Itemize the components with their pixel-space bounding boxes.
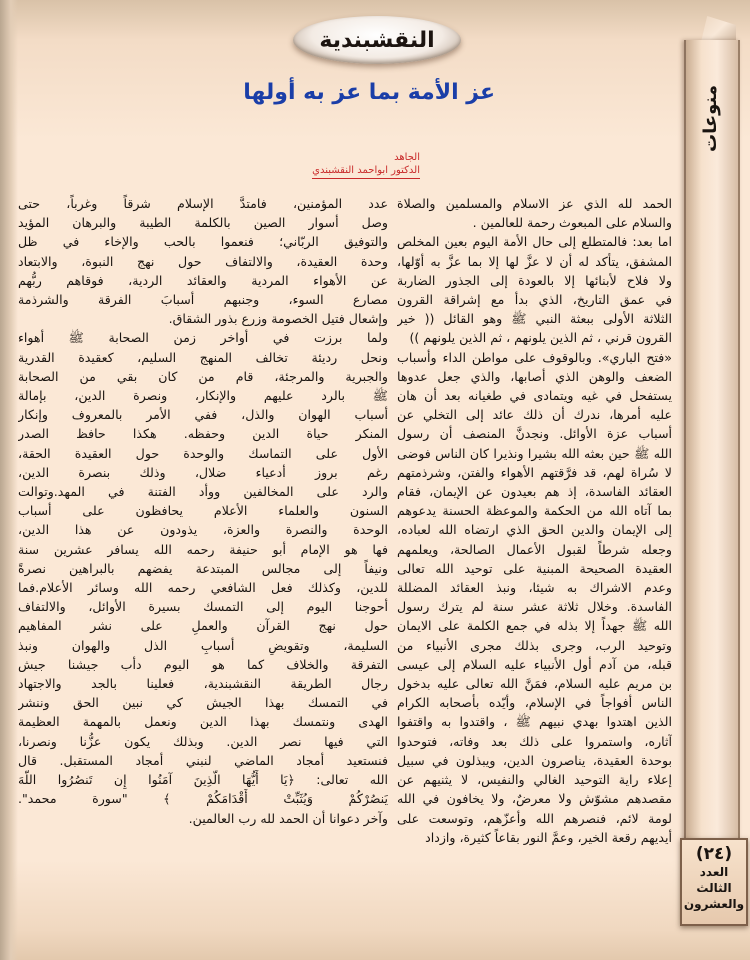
text-line: الأول على التماسك والوحدة حول العقيدة الحقة، xyxy=(18,445,388,461)
text-line: أحوجنا اليوم إلى التمسك بسيرة الأوائل، والالتفاف xyxy=(18,599,388,615)
text-line: عليه أمرها، ندرك أن ذلك عائد إلى التخلي عن xyxy=(397,407,672,423)
text-line: للدين، وكذلك فعل الشافعي رحمه الله وسائر الأعلام.فما xyxy=(18,580,388,596)
text-line: الوحدة والنصرة والعزة، يذودون عن هذا الدين، xyxy=(18,522,388,538)
text-line: يستفحل في غيه ويتمادى في طغيانه بعد أن هان xyxy=(397,388,672,404)
text-line: في التمسك بهذا الجيش كي نبين الحق وننشر xyxy=(18,695,388,711)
text-line: بن مريم عليه السلام، فمَنَّ الله تعالى عليه بدخول xyxy=(397,676,672,692)
text-line: أسباب عزة الأوائل. ونجدنَّ المنصف أن رسول xyxy=(397,426,672,442)
text-line: وإشعال فتيل الخصومة وزرع بذور الشقاق. xyxy=(168,311,388,327)
text-line: ونحل رديئة تخالف المنهج السليم، كعقيدة القدرية xyxy=(18,349,388,365)
text-line: حول نهج القرآن والعملِ على نشر المفاهيم xyxy=(18,618,388,634)
text-line: إلى الإيمان والدين الحق الذي ارتضاه الله لعباده، xyxy=(397,522,672,538)
text-line: الله ﷺ حين بعثه الله بشيرا ونذيرا كان الناس فوضى xyxy=(397,445,672,461)
author-title: الجاهد xyxy=(394,152,420,163)
author-name: الدكتور ابواحمد النقشبندي xyxy=(312,164,420,179)
text-line: التفرقة والخلاف كما هو اليوم دأب جيشنا جيش xyxy=(18,656,388,672)
text-line: وجعله شرطاً لقبول الأعمال الصالحة، ويعلمهم xyxy=(397,541,672,557)
article-column-right xyxy=(397,194,672,847)
text-line: رغم بروز أدعياء ضلال، وذلك بنصرة الدين، xyxy=(18,464,388,480)
text-line: إعلاء راية التوحيد الغالي والنفيس، لا يثنيهم عن xyxy=(397,772,672,788)
text-line: وعدم الاشراك به شيئا، ونبذ العقائد المضللة xyxy=(397,580,672,596)
text-line: الحمد لله الذي عز الاسلام والمسلمين والصلاة xyxy=(397,196,672,211)
text-line: لومة لائم، فنصرهم الله وأعزّهم، وتوسعت على xyxy=(397,810,672,826)
text-line: التي فيها نصر الدين. وبذلك يكون عزُّنا ونصرنا، xyxy=(18,733,388,749)
issue-line-2: الثالث xyxy=(696,881,732,895)
issue-badge xyxy=(680,838,748,926)
text-line: أيديهم رقعة الخير، وعمَّ النور بقاعاً كثيرة، وازداد xyxy=(425,829,672,845)
author-byline xyxy=(260,151,420,179)
issue-number: (٢٤) xyxy=(695,844,733,864)
text-line: المشفق، يتأكد له أن لا عزَّ لها إلا بما عزَّ به أوّلها، xyxy=(397,253,672,269)
text-line: العقائد الفاسدة، إذ هم بعيدون عن الإيمان، فقام xyxy=(397,484,672,500)
text-line: بما آتاه الله من الحكمة والموعظة الحسنة يدعوهم xyxy=(397,503,672,519)
text-line: الله تعالى: ﴿يَا أَيُّهَا الَّذِينَ آمَنُوا إِن تَنصُرُوا اللَّهَ xyxy=(18,772,388,788)
text-line: ﷺ بالرد عليهم والإنكار، ونصرة الدين، بإمالة xyxy=(18,388,388,404)
text-line: رجال الطريقة النقشبندية، فعلينا بالجد والاجتهاد xyxy=(18,676,388,692)
text-line: عدد المؤمنين، فامتدَّ الإسلام شرقاً وغرباً، حتى xyxy=(18,196,388,211)
text-line: وآخر دعوانا أن الحمد لله رب العالمين. xyxy=(188,810,388,826)
text-line: مقصدهم مشوّش ولا معرضٌ، ولا يخافون في الله xyxy=(397,791,672,807)
text-line: والجبرية والمرجئة، قام من كان بقي من الصحابة xyxy=(18,368,388,384)
text-line: الهدى ونتمسك بهذا الدين ونعمل بالمهمة العظيمة xyxy=(18,714,388,730)
text-line: قبله، من آدم أول الأنبياء عليه السلام إلى عيسى xyxy=(397,656,672,672)
text-line: ونيفاً إلى مجالس المبتدعة يفضهم بالبراهين نصرةً xyxy=(18,560,388,576)
text-line: القرون قرني ، ثم الذين يلونهم ، ثم الذين يلونهم )) xyxy=(409,330,672,346)
text-line: «فتح الباري». وبالوقوف على مواطن الداء وأسباب xyxy=(397,349,672,365)
text-line: الثلاثة الأولى ببعثة النبي ﷺ وهو القائل (( خير xyxy=(397,311,672,327)
text-line: يَنصُرْكُمْ وَيُثَبِّتْ أَقْدَامَكُمْ ﴾ "سورة محمد". xyxy=(18,791,388,807)
text-line: الضعف والوهن الذي أصابها، والذي جعل عدوها xyxy=(397,368,672,384)
issue-line-3: والعشرون xyxy=(683,897,745,911)
text-line: ولا فلاح لأبنائها إلا بالعودة إلى الجذور الضاربة xyxy=(397,272,672,288)
text-line: وصل أسوار الصين بالكلمة الطيبة والبرهان المؤيد xyxy=(18,215,388,231)
ribbon-section-label xyxy=(686,78,734,158)
text-line: وحدة العقيدة، والالتفاف حول نهج النبوة، والابتعاد xyxy=(18,253,388,269)
section-badge xyxy=(293,16,461,64)
text-line: الله ﷺ جهداً إلا بذله في جمع الكلمة على الايمان xyxy=(397,618,672,634)
text-line: والرد على المخالفين ووأد الفتنة في المهد.وتوالت xyxy=(18,484,388,500)
page-spine-shadow xyxy=(0,0,18,960)
text-line: اما بعد: فالمتطلع إلى حال الأمة اليوم بعين المخلص xyxy=(397,234,672,250)
text-line: لا سُراة لهم، قد فرَّقتهم الأهواء والفتن، وشرذمتهم xyxy=(397,464,672,480)
text-line: فها هو الإمام أبو حنيفة رحمه الله يسافر عشرين سنة xyxy=(18,541,388,557)
issue-line-1: العدد xyxy=(699,865,729,879)
text-line: السنون والعلماء الأعلام يحافظون على أسباب xyxy=(18,503,388,519)
text-line: السليمة، وتقويضِ أسبابِ الذل والهوان ونبذ xyxy=(18,637,388,653)
text-line: الناس أفواجاً في الإسلام، وأيّده بأصحابه الكرام xyxy=(397,695,672,711)
article-column-left xyxy=(18,194,388,828)
text-line: في عمق التاريخ، الذي بدأ مع إشراقة القرون xyxy=(397,292,672,308)
text-line: الفاسدة. وخلال ثلاثة عشر سنة لم يترك رسول xyxy=(397,599,672,615)
ribbon-section-text: منوعات xyxy=(699,84,721,152)
text-line: والسلام على المبعوث رحمة للعالمين . xyxy=(472,215,672,231)
section-ribbon xyxy=(684,40,740,920)
text-line: والتوفيق الربّاني؛ فنعموا بالحب والإخاء في ظل xyxy=(18,234,388,250)
text-line: وتوحيد الرب، وجرى بذلك مجرى الأنبياء من xyxy=(397,637,672,653)
article-title: عز الأمة بما عز به أولها xyxy=(243,80,495,105)
text-line: فنستعيد أمجاد الماضي لنبني أمجاد المستقبل. قال xyxy=(18,752,388,768)
text-line: أسباب الهوان والذل، ففي الأمر بالمعروف وإنكار xyxy=(18,407,388,423)
text-line: العقيدة الصحيحة المبنية على توحيد الله تعالى xyxy=(397,560,672,576)
text-line: آثاره، واستمروا على ذلك بعد وفاته، فتوحدوا xyxy=(397,733,672,749)
section-badge-label: النقشبندية xyxy=(319,27,435,53)
text-line: بوحدة العقيدة، يناصرون الدين، ويبذلون في سبيل xyxy=(397,752,672,768)
text-line: ولما برزت في أواخر زمن الصحابة ﷺ أهواء xyxy=(18,330,388,346)
text-line: عن الأهواء المردية والعقائد الردية، فوقاهم ربُّهم xyxy=(18,272,388,288)
text-line: الذين اهتدوا بهدي نبيهم ﷺ ، واقتدوا به واقتفوا xyxy=(397,714,672,730)
text-line: المنكر حياة الدين وحفظه. هكذا حافظ الصدر xyxy=(18,426,388,442)
text-line: مصارع السوء، وجنبهم أسبابَ الفرقة والشرذمة xyxy=(18,292,388,308)
